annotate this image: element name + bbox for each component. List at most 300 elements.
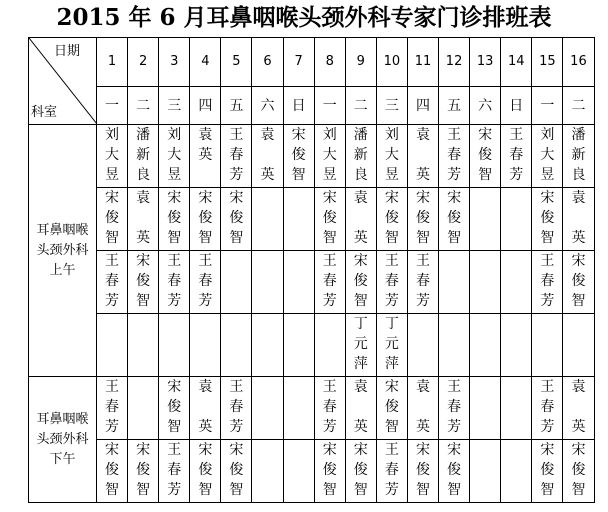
weekday: 四	[407, 86, 438, 124]
schedule-cell	[128, 440, 159, 503]
doctor-name-char: 俊	[353, 462, 368, 478]
schedule-cell	[221, 251, 252, 314]
day-number: 14	[501, 38, 532, 87]
doctor-name-char	[346, 397, 376, 417]
doctor-name-char: 俊	[167, 399, 182, 415]
doctor-name-char: 英	[198, 419, 213, 435]
schedule-cell	[563, 251, 594, 314]
weekday: 日	[501, 86, 532, 124]
doctor-name-char: 春	[384, 462, 399, 478]
doctor-name-char: 智	[415, 482, 430, 498]
header-corner	[29, 38, 97, 125]
schedule-cell	[190, 188, 221, 251]
doctor-name-char: 宋	[322, 190, 337, 206]
doctor-name-char: 刘	[540, 127, 555, 143]
doctor-name-char: 英	[260, 167, 275, 183]
doctor-name-char: 袁	[260, 127, 275, 143]
dept-label-line: 头颈外科	[36, 242, 89, 258]
doctor-name-char: 王	[540, 379, 555, 395]
doctor-name-char: 昱	[384, 167, 399, 183]
page-title: 2015 年 6 月耳鼻咽喉头颈外科专家门诊排班表	[56, 4, 552, 31]
doctor-name-char: 宋	[136, 253, 151, 269]
doctor-name-char: 宋	[415, 190, 430, 206]
doctor-name-char: 春	[229, 147, 244, 163]
weekday: 三	[376, 86, 407, 124]
doctor-name-char: 智	[571, 293, 586, 309]
doctor-name-char: 王	[322, 379, 337, 395]
doctor-name-char: 良	[571, 167, 586, 183]
schedule-cell	[252, 440, 283, 503]
doctor-name-char: 俊	[447, 462, 462, 478]
schedule-cell	[97, 125, 128, 188]
day-number: 7	[283, 38, 314, 87]
doctor-name-char: 英	[571, 230, 586, 246]
schedule-cell	[376, 251, 407, 314]
doctor-name-char: 芳	[384, 293, 399, 309]
dept-label	[29, 125, 97, 377]
weekday: 六	[470, 86, 501, 124]
doctor-name-char: 宋	[353, 442, 368, 458]
schedule-cell	[221, 125, 252, 188]
schedule-cell	[314, 314, 345, 377]
schedule-cell	[190, 125, 221, 188]
weekday: 一	[314, 86, 345, 124]
schedule-cell	[439, 251, 470, 314]
schedule-cell	[221, 377, 252, 440]
doctor-name-char: 潘	[136, 127, 151, 143]
doctor-name-char: 王	[229, 379, 244, 395]
doctor-name-char: 俊	[322, 462, 337, 478]
day-number: 4	[190, 38, 221, 87]
doctor-name-char: 宋	[571, 253, 586, 269]
doctor-name-char: 春	[105, 399, 120, 415]
doctor-name-char: 宋	[167, 379, 182, 395]
doctor-name-char: 俊	[229, 210, 244, 226]
schedule-cell	[128, 251, 159, 314]
day-number: 16	[563, 38, 594, 87]
doctor-name-char: 新	[136, 147, 151, 163]
schedule-cell	[159, 188, 190, 251]
schedule-cell	[221, 440, 252, 503]
doctor-name-char: 春	[447, 147, 462, 163]
weekday: 一	[97, 86, 128, 124]
doctor-name-char: 刘	[322, 127, 337, 143]
weekday: 二	[563, 86, 594, 124]
doctor-name-char: 袁	[415, 127, 430, 143]
doctor-name-char: 袁	[198, 127, 213, 143]
dept-label-line: 头颈外科	[36, 431, 89, 447]
doctor-name-char: 俊	[353, 273, 368, 289]
doctor-name-char: 芳	[447, 419, 462, 435]
schedule-cell	[563, 125, 594, 188]
schedule-cell	[563, 314, 594, 377]
schedule-cell	[439, 314, 470, 377]
doctor-name-char: 王	[509, 127, 524, 143]
day-number: 12	[439, 38, 470, 87]
doctor-name-char: 袁	[136, 190, 151, 206]
doctor-name-char: 春	[229, 399, 244, 415]
doctor-name-char: 大	[384, 147, 399, 163]
doctor-name-char: 智	[415, 230, 430, 246]
doctor-name-char: 新	[571, 147, 586, 163]
day-number: 13	[470, 38, 501, 87]
doctor-name-char: 潘	[353, 127, 368, 143]
doctor-name-char: 俊	[384, 399, 399, 415]
weekday: 二	[128, 86, 159, 124]
schedule-cell	[470, 440, 501, 503]
doctor-name-char: 良	[136, 167, 151, 183]
schedule-cell	[470, 188, 501, 251]
doctor-name-char: 宋	[384, 190, 399, 206]
day-number: 1	[97, 38, 128, 87]
weekday: 一	[532, 86, 563, 124]
doctor-name-char: 英	[415, 167, 430, 183]
doctor-name-char: 俊	[478, 147, 493, 163]
doctor-name-char	[563, 397, 593, 417]
doctor-name-char: 萍	[353, 356, 368, 372]
schedule-cell	[501, 314, 532, 377]
schedule-cell	[532, 377, 563, 440]
doctor-name-char: 王	[105, 253, 120, 269]
day-number: 5	[221, 38, 252, 87]
schedule-cell	[532, 188, 563, 251]
doctor-name-char: 春	[447, 399, 462, 415]
day-number: 9	[345, 38, 376, 87]
doctor-name-char: 春	[540, 273, 555, 289]
doctor-name-char: 宋	[384, 379, 399, 395]
doctor-name-char: 宋	[415, 442, 430, 458]
doctor-name-char: 宋	[353, 253, 368, 269]
schedule-cell	[283, 314, 314, 377]
doctor-name-char: 智	[447, 230, 462, 246]
doctor-name-char: 智	[229, 482, 244, 498]
doctor-name-char: 王	[447, 379, 462, 395]
schedule-cell	[252, 251, 283, 314]
doctor-name-char: 昱	[167, 167, 182, 183]
schedule-cell	[407, 188, 438, 251]
doctor-name-char: 王	[105, 379, 120, 395]
doctor-name-char: 王	[198, 253, 213, 269]
doctor-name-char: 元	[353, 336, 368, 352]
doctor-name-char: 宋	[540, 190, 555, 206]
doctor-name-char: 春	[105, 273, 120, 289]
doctor-name-char: 宋	[105, 442, 120, 458]
schedule-cell	[501, 251, 532, 314]
doctor-name-char: 宋	[198, 190, 213, 206]
doctor-name-char: 俊	[415, 210, 430, 226]
schedule-cell	[376, 377, 407, 440]
doctor-name-char: 芳	[540, 419, 555, 435]
doctor-name-char: 大	[540, 147, 555, 163]
doctor-name-char: 宋	[229, 442, 244, 458]
doctor-name-char: 宋	[291, 127, 306, 143]
doctor-name-char: 芳	[105, 293, 120, 309]
doctor-name-char: 芳	[509, 167, 524, 183]
schedule-cell	[470, 314, 501, 377]
doctor-name-char: 俊	[136, 273, 151, 289]
doctor-name-char: 俊	[291, 147, 306, 163]
schedule-cell	[407, 377, 438, 440]
schedule-cell	[345, 251, 376, 314]
doctor-name-char: 智	[353, 293, 368, 309]
doctor-name-char: 芳	[384, 482, 399, 498]
doctor-name-char: 芳	[322, 293, 337, 309]
doctor-name-char: 刘	[167, 127, 182, 143]
doctor-name-char	[346, 208, 376, 228]
doctor-name-char: 宋	[540, 442, 555, 458]
schedule-cell	[159, 314, 190, 377]
doctor-name-char: 宋	[198, 442, 213, 458]
schedule-cell	[407, 251, 438, 314]
schedule-cell	[190, 377, 221, 440]
doctor-name-char: 英	[415, 419, 430, 435]
schedule-cell	[314, 188, 345, 251]
day-number: 15	[532, 38, 563, 87]
schedule-cell	[314, 251, 345, 314]
doctor-name-char: 芳	[167, 482, 182, 498]
day-number: 8	[314, 38, 345, 87]
schedule-cell	[563, 188, 594, 251]
schedule-cell	[283, 188, 314, 251]
schedule-cell	[159, 440, 190, 503]
doctor-name-char	[128, 208, 158, 228]
doctor-name-char: 俊	[229, 462, 244, 478]
schedule-cell	[532, 314, 563, 377]
doctor-name-char: 智	[198, 482, 213, 498]
doctor-name-char: 智	[198, 230, 213, 246]
schedule-cell	[190, 251, 221, 314]
schedule-cell	[532, 440, 563, 503]
doctor-name-char: 智	[384, 419, 399, 435]
weekday: 三	[159, 86, 190, 124]
schedule-cell	[470, 377, 501, 440]
doctor-name-char: 智	[136, 293, 151, 309]
doctor-name-char: 王	[384, 253, 399, 269]
doctor-name-char: 王	[322, 253, 337, 269]
schedule-cell	[128, 188, 159, 251]
schedule-cell	[314, 440, 345, 503]
doctor-name-char: 俊	[136, 462, 151, 478]
doctor-name-char: 袁	[353, 190, 368, 206]
schedule-cell	[221, 314, 252, 377]
doctor-name-char: 俊	[198, 462, 213, 478]
weekday: 五	[439, 86, 470, 124]
doctor-name-char: 俊	[571, 462, 586, 478]
doctor-name-char: 大	[105, 147, 120, 163]
doctor-name-char: 智	[322, 482, 337, 498]
day-number: 2	[128, 38, 159, 87]
weekday: 六	[252, 86, 283, 124]
schedule-table	[28, 37, 595, 503]
day-number: 10	[376, 38, 407, 87]
schedule-cell	[252, 125, 283, 188]
doctor-name-char: 丁	[384, 316, 399, 332]
doctor-name-char: 智	[291, 167, 306, 183]
date-header-label: 日期	[53, 44, 80, 59]
doctor-name-char: 芳	[198, 293, 213, 309]
schedule-cell	[532, 251, 563, 314]
schedule-cell	[283, 377, 314, 440]
doctor-name-char	[563, 208, 593, 228]
schedule-cell	[190, 440, 221, 503]
doctor-name-char: 袁	[571, 190, 586, 206]
schedule-cell	[283, 440, 314, 503]
schedule-cell	[345, 125, 376, 188]
schedule-cell	[407, 440, 438, 503]
schedule-cell	[501, 188, 532, 251]
doctor-name-char: 王	[167, 442, 182, 458]
doctor-name-char: 昱	[540, 167, 555, 183]
dept-label-line: 上午	[49, 262, 76, 278]
doctor-name-char: 丁	[353, 316, 368, 332]
schedule-cell	[128, 125, 159, 188]
doctor-name-char: 宋	[447, 190, 462, 206]
doctor-name-char	[252, 145, 282, 165]
doctor-name-char: 智	[540, 482, 555, 498]
schedule-cell	[501, 125, 532, 188]
schedule-cell	[221, 188, 252, 251]
doctor-name-char: 俊	[167, 210, 182, 226]
schedule-cell	[407, 125, 438, 188]
doctor-name-char: 宋	[322, 442, 337, 458]
doctor-name-char: 智	[571, 482, 586, 498]
doctor-name-char: 芳	[540, 293, 555, 309]
doctor-name-char: 袁	[198, 379, 213, 395]
schedule-cell	[252, 377, 283, 440]
doctor-name-char: 智	[540, 230, 555, 246]
doctor-name-char: 智	[105, 482, 120, 498]
doctor-name-char: 芳	[105, 419, 120, 435]
doctor-name-char: 春	[384, 273, 399, 289]
doctor-name-char: 宋	[571, 442, 586, 458]
schedule-cell	[97, 251, 128, 314]
doctor-name-char: 春	[509, 147, 524, 163]
doctor-name-char: 俊	[540, 462, 555, 478]
doctor-name-char: 袁	[571, 379, 586, 395]
doctor-name-char: 王	[229, 127, 244, 143]
doctor-name-char: 智	[136, 482, 151, 498]
doctor-name-char: 春	[167, 273, 182, 289]
day-number: 6	[252, 38, 283, 87]
dept-label	[29, 377, 97, 503]
doctor-name-char	[190, 397, 220, 417]
schedule-cell	[252, 314, 283, 377]
dept-label-line: 耳鼻咽喉	[36, 411, 89, 427]
doctor-name-char: 俊	[384, 210, 399, 226]
schedule-cell	[345, 440, 376, 503]
weekday: 日	[283, 86, 314, 124]
dept-label-line: 耳鼻咽喉	[36, 222, 89, 238]
schedule-cell	[97, 188, 128, 251]
schedule-cell	[376, 314, 407, 377]
doctor-name-char: 春	[415, 273, 430, 289]
doctor-name-char: 潘	[571, 127, 586, 143]
doctor-name-char: 俊	[322, 210, 337, 226]
schedule-cell	[97, 440, 128, 503]
doctor-name-char: 智	[478, 167, 493, 183]
doctor-name-char: 俊	[105, 210, 120, 226]
schedule-cell	[345, 188, 376, 251]
schedule-cell	[407, 314, 438, 377]
doctor-name-char: 春	[322, 273, 337, 289]
doctor-name-char: 宋	[167, 190, 182, 206]
day-number: 3	[159, 38, 190, 87]
doctor-name-char: 王	[167, 253, 182, 269]
doctor-name-char	[408, 397, 438, 417]
schedule-cell	[470, 251, 501, 314]
schedule-cell	[439, 188, 470, 251]
doctor-name-char: 良	[353, 167, 368, 183]
doctor-name-char: 俊	[415, 462, 430, 478]
schedule-cell	[97, 314, 128, 377]
schedule-cell	[532, 125, 563, 188]
doctor-name-char: 王	[540, 253, 555, 269]
schedule-cell	[314, 125, 345, 188]
schedule-cell	[283, 125, 314, 188]
doctor-name-char: 智	[447, 482, 462, 498]
doctor-name-char: 智	[384, 230, 399, 246]
doctor-name-char: 芳	[167, 293, 182, 309]
doctor-name-char: 英	[198, 147, 213, 163]
doctor-name-char: 萍	[384, 356, 399, 372]
doctor-name-char: 英	[136, 230, 151, 246]
schedule-cell	[470, 125, 501, 188]
doctor-name-char: 芳	[229, 167, 244, 183]
schedule-cell	[376, 188, 407, 251]
doctor-name-char: 智	[322, 230, 337, 246]
weekday: 五	[221, 86, 252, 124]
schedule-cell	[128, 314, 159, 377]
schedule-cell	[439, 440, 470, 503]
doctor-name-char: 宋	[447, 442, 462, 458]
doctor-name-char: 俊	[571, 273, 586, 289]
doctor-name-char: 宋	[478, 127, 493, 143]
schedule-cell	[439, 377, 470, 440]
doctor-name-char: 王	[415, 253, 430, 269]
schedule-cell	[501, 377, 532, 440]
doctor-name-char: 智	[105, 230, 120, 246]
doctor-name-char: 芳	[447, 167, 462, 183]
doctor-name-char: 大	[167, 147, 182, 163]
doctor-name-char: 英	[353, 230, 368, 246]
doctor-name-char: 大	[322, 147, 337, 163]
doctor-name-char: 昱	[105, 167, 120, 183]
doctor-name-char: 袁	[415, 379, 430, 395]
schedule-cell	[314, 377, 345, 440]
doctor-name-char: 王	[447, 127, 462, 143]
doctor-name-char	[408, 145, 438, 165]
doctor-name-char: 智	[167, 419, 182, 435]
doctor-name-char: 俊	[540, 210, 555, 226]
schedule-cell	[159, 377, 190, 440]
schedule-cell	[376, 440, 407, 503]
doctor-name-char: 芳	[415, 293, 430, 309]
weekday: 二	[345, 86, 376, 124]
schedule-cell	[563, 377, 594, 440]
doctor-name-char: 袁	[353, 379, 368, 395]
day-number: 11	[407, 38, 438, 87]
doctor-name-char: 俊	[198, 210, 213, 226]
schedule-cell	[128, 377, 159, 440]
doctor-name-char: 英	[353, 419, 368, 435]
dept-label-line: 下午	[49, 451, 76, 467]
doctor-name-char: 俊	[447, 210, 462, 226]
doctor-name-char: 昱	[322, 167, 337, 183]
weekday: 四	[190, 86, 221, 124]
doctor-name-char: 春	[198, 273, 213, 289]
doctor-name-char: 宋	[229, 190, 244, 206]
schedule-cell	[439, 125, 470, 188]
